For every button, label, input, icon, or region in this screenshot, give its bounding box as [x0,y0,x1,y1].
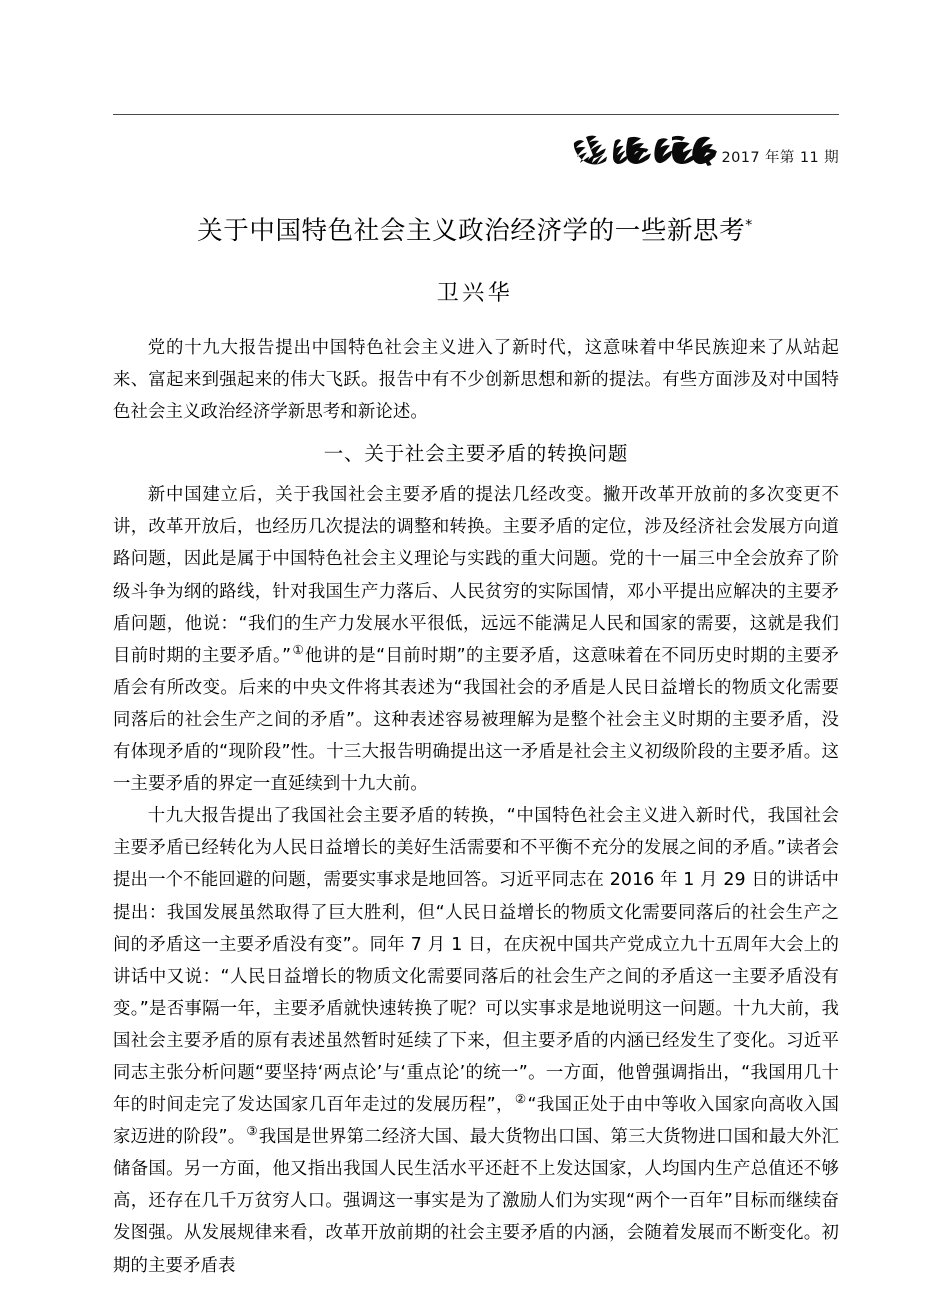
paragraph-1-text-b: 他讲的是“目前时期”的主要矛盾，这意味着在不同历史时期的主要矛盾会有所改变。后来的中央文件将其表述为“我国社会的矛盾是人民日益增长的物质文化需要同落后的社会生产之间的矛盾”。这种表述容易被理解为是整个社会主义时期的主要矛盾，没有体现矛盾的“现阶段”性。十三大报告明确提出这一矛盾是社会主义初级阶段的主要矛盾。这一主要矛盾的界定一直延续到十九大前。 [113,645,839,795]
footnote-marker-3: ③ [246,1123,258,1139]
page-title-text: 关于中国特色社会主义政治经济学的一些新思考 [197,216,746,247]
paragraph-1 [113,479,839,800]
journal-issue-text: 2017 年第 11 期 [721,149,839,166]
paragraph-2-text-c: 我国是世界第二经济大国、最大货物出口国、第三大货物进口国和最大外汇储备国。另一方面，他又指出我国人民生活水平还赶不上发达国家，人均国内生产总值还不够高，还存在几千万贫穷人口。强调这一事实是为了激励人们为实现“两个一百年”目标而继续奋发图强。从发展规律来看，改革开放前期的社会主要矛盾的内涵，会随着发展而不断变化。初期的主要矛盾表 [113,1127,840,1276]
title-footnote-marker: * [745,217,753,234]
paragraph-2 [113,800,839,1281]
journal-logo-calligraphy [568,128,720,170]
journal-masthead [568,126,839,170]
section-heading-1: 一、关于社会主要矛盾的转换问题 [323,442,629,466]
footnote-marker-1: ① [292,641,305,657]
page-title [0,216,950,248]
paragraph-intro: 党的十九大报告提出中国特色社会主义进入了新时代，这意味着中华民族迎来了从站起来、富起来到强起来的伟大飞跃。报告中有不少创新思想和新的提法。有些方面涉及对中国特色社会主义政治经济学新思考和新论述。 [113,338,839,423]
paragraph-2-text-b: “我国正处于由中等收入国家向高收入国家迈进的阶段”。 [113,1095,840,1148]
paragraph-2-text-a: 十九大报告提出了我国社会主要矛盾的转换，“中国特色社会主义进入新时代，我国社会主要矛盾已经转化为人民日益增长的美好生活需要和不平衡不充分的发展之间的矛盾。”读者会提出一个不能回避的问题，需要实事求是地回答。习近平同志在 2016 年 1 月 29 日的讲话中提出：我国发展虽然取得了巨大胜利，但“人民日益增长的物质文化需要同落后的社会生产之间的矛盾这一主要矛盾没有变”。同年 7 月 1 日，在庆祝中国共产党成立九十五周年大会上的讲话中又说：“人民日益增长的物质文化需要同落后的社会生产之间的矛盾这一主要矛盾没有变。”是否事隔一年，主要矛盾就快速转换了呢？可以实事求是地说明这一问题。十九大前，我国社会主要矛盾的原有表述虽然暂时延续了下来，但主要矛盾的内涵已经发生了变化。习近平同志主张分析问题“要坚持‘两点论’与‘重点论’的统一”。一方面，他曾强调指出，“我国用几十年的时间走完了发达国家几百年走过的发展历程”， [113,806,839,1116]
footnote-marker-2: ② [514,1091,527,1107]
article-body [113,332,839,1282]
paragraph-1-text-a: 新中国建立后，关于我国社会主要矛盾的提法几经改变。撇开改革开放前的多次变更不讲，改革开放后，也经历几次提法的调整和转换。主要矛盾的定位，涉及经济社会发展方向道路问题，因此是属于中国特色社会主义理论与实践的重大问题。党的十一届三中全会放弃了阶级斗争为纲的路线，针对我国生产力落后、人民贫穷的实际国情，邓小平提出应解决的主要矛盾问题，他说：“我们的生产力发展水平很低，远远不能满足人民和国家的需要，这就是我们目前时期的主要矛盾。” [113,485,839,666]
header-rule-divider [113,114,839,115]
author-name: 卫兴华 [436,281,514,306]
